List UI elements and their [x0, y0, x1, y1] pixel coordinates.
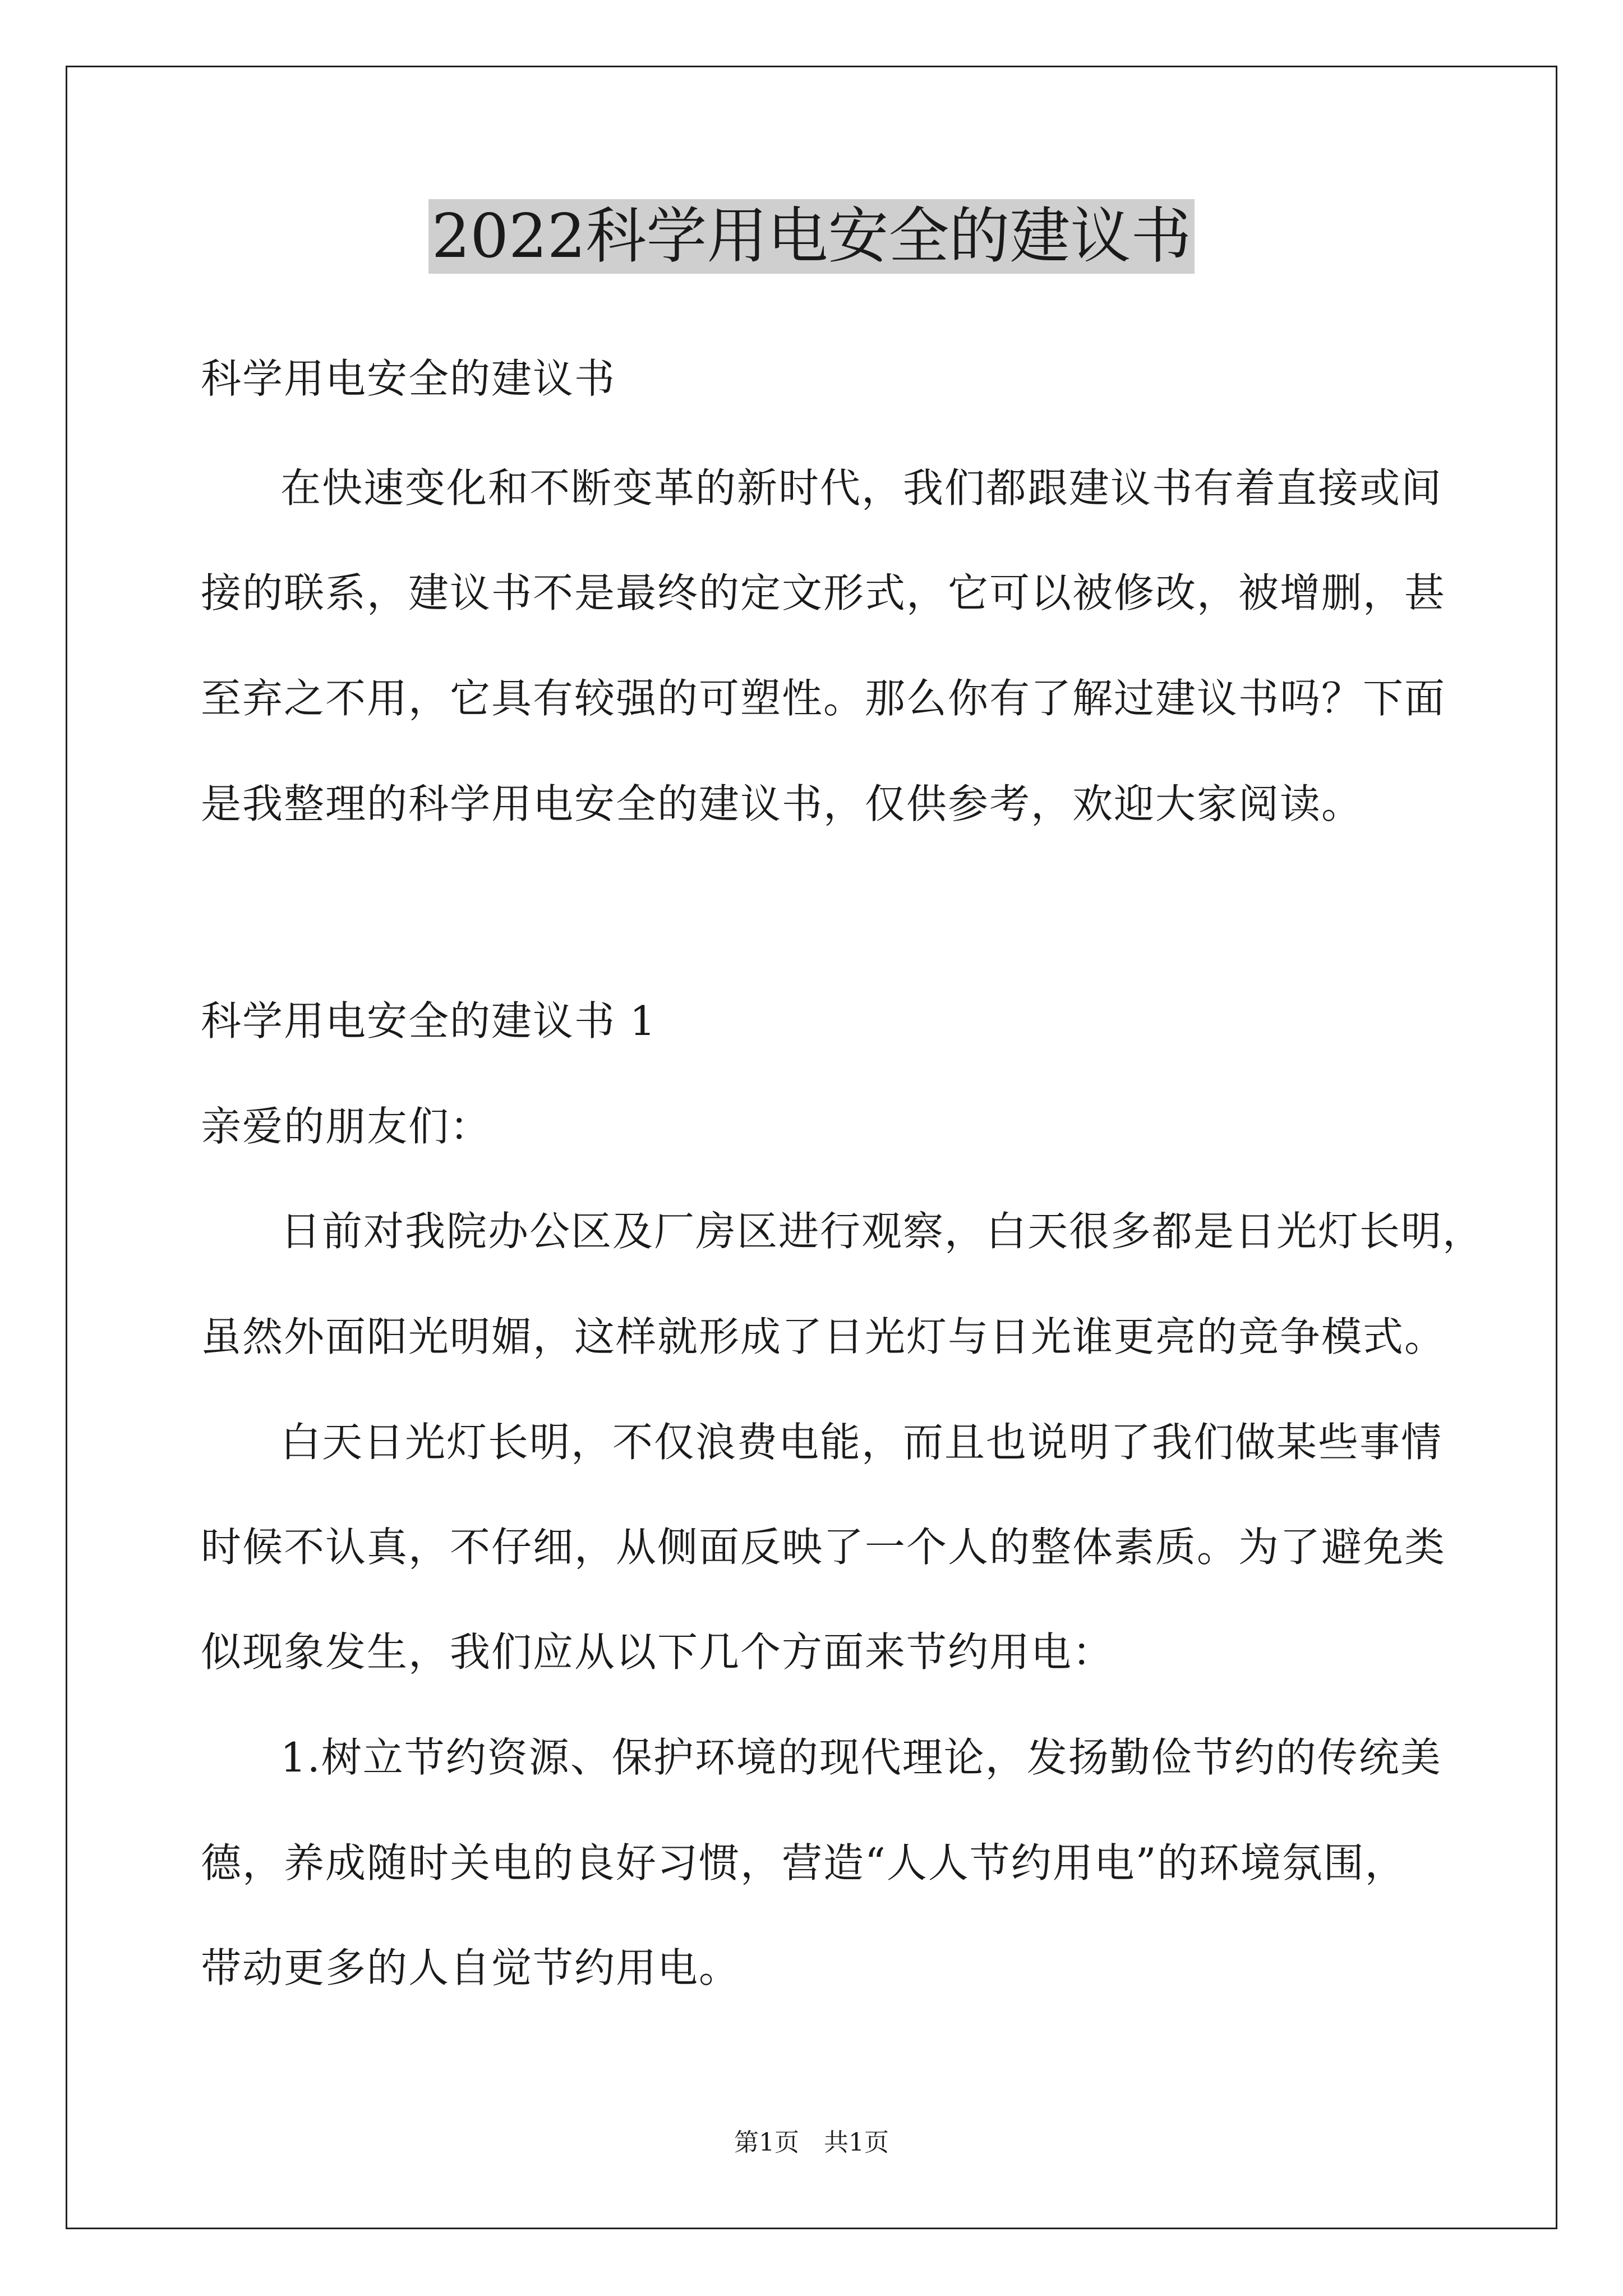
paragraph-line: 带动更多的人自觉节约用电。 [201, 1944, 741, 1991]
document-subtitle: 科学用电安全的建议书 [201, 355, 616, 402]
intro-line: 接的联系，建议书不是最终的定文形式，它可以被修改，被增删，甚 [201, 569, 1446, 616]
paragraph-line: 日前对我院办公区及厂房区进行观察，白天很多都是日光灯长明， [280, 1208, 1484, 1255]
intro-line: 至弃之不用，它具有较强的可塑性。那么你有了解过建议书吗？下面 [201, 675, 1446, 722]
paragraph-line: 德，养成随时关电的良好习惯，营造“人人节约用电”的环境氛围， [201, 1839, 1407, 1887]
salutation: 亲爱的朋友们： [201, 1103, 492, 1150]
section-heading: 科学用电安全的建议书 1 [201, 997, 657, 1045]
intro-line: 是我整理的科学用电安全的建议书，仅供参考，欢迎大家阅读。 [201, 780, 1363, 827]
paragraph-line: 虽然外面阳光明媚，这样就形成了日光灯与日光谁更亮的竞争模式。 [201, 1313, 1446, 1360]
paragraph-line: 1.树立节约资源、保护环境的现代理论，发扬勤俭节约的传统美 [280, 1734, 1442, 1781]
paragraph-line: 似现象发生，我们应从以下几个方面来节约用电： [201, 1628, 1114, 1676]
intro-line: 在快速变化和不断变革的新时代，我们都跟建议书有着直接或间 [280, 464, 1443, 512]
page-footer: 第1页 共1页 [734, 2128, 889, 2157]
paragraph-line: 时候不认真，不仔细，从侧面反映了一个人的整体素质。为了避免类 [201, 1524, 1446, 1571]
document-title-text: 2022科学用电安全的建议书 [428, 199, 1195, 274]
paragraph-line: 白天日光灯长明，不仅浪费电能，而且也说明了我们做某些事情 [280, 1419, 1443, 1466]
document-title [0, 200, 1623, 273]
